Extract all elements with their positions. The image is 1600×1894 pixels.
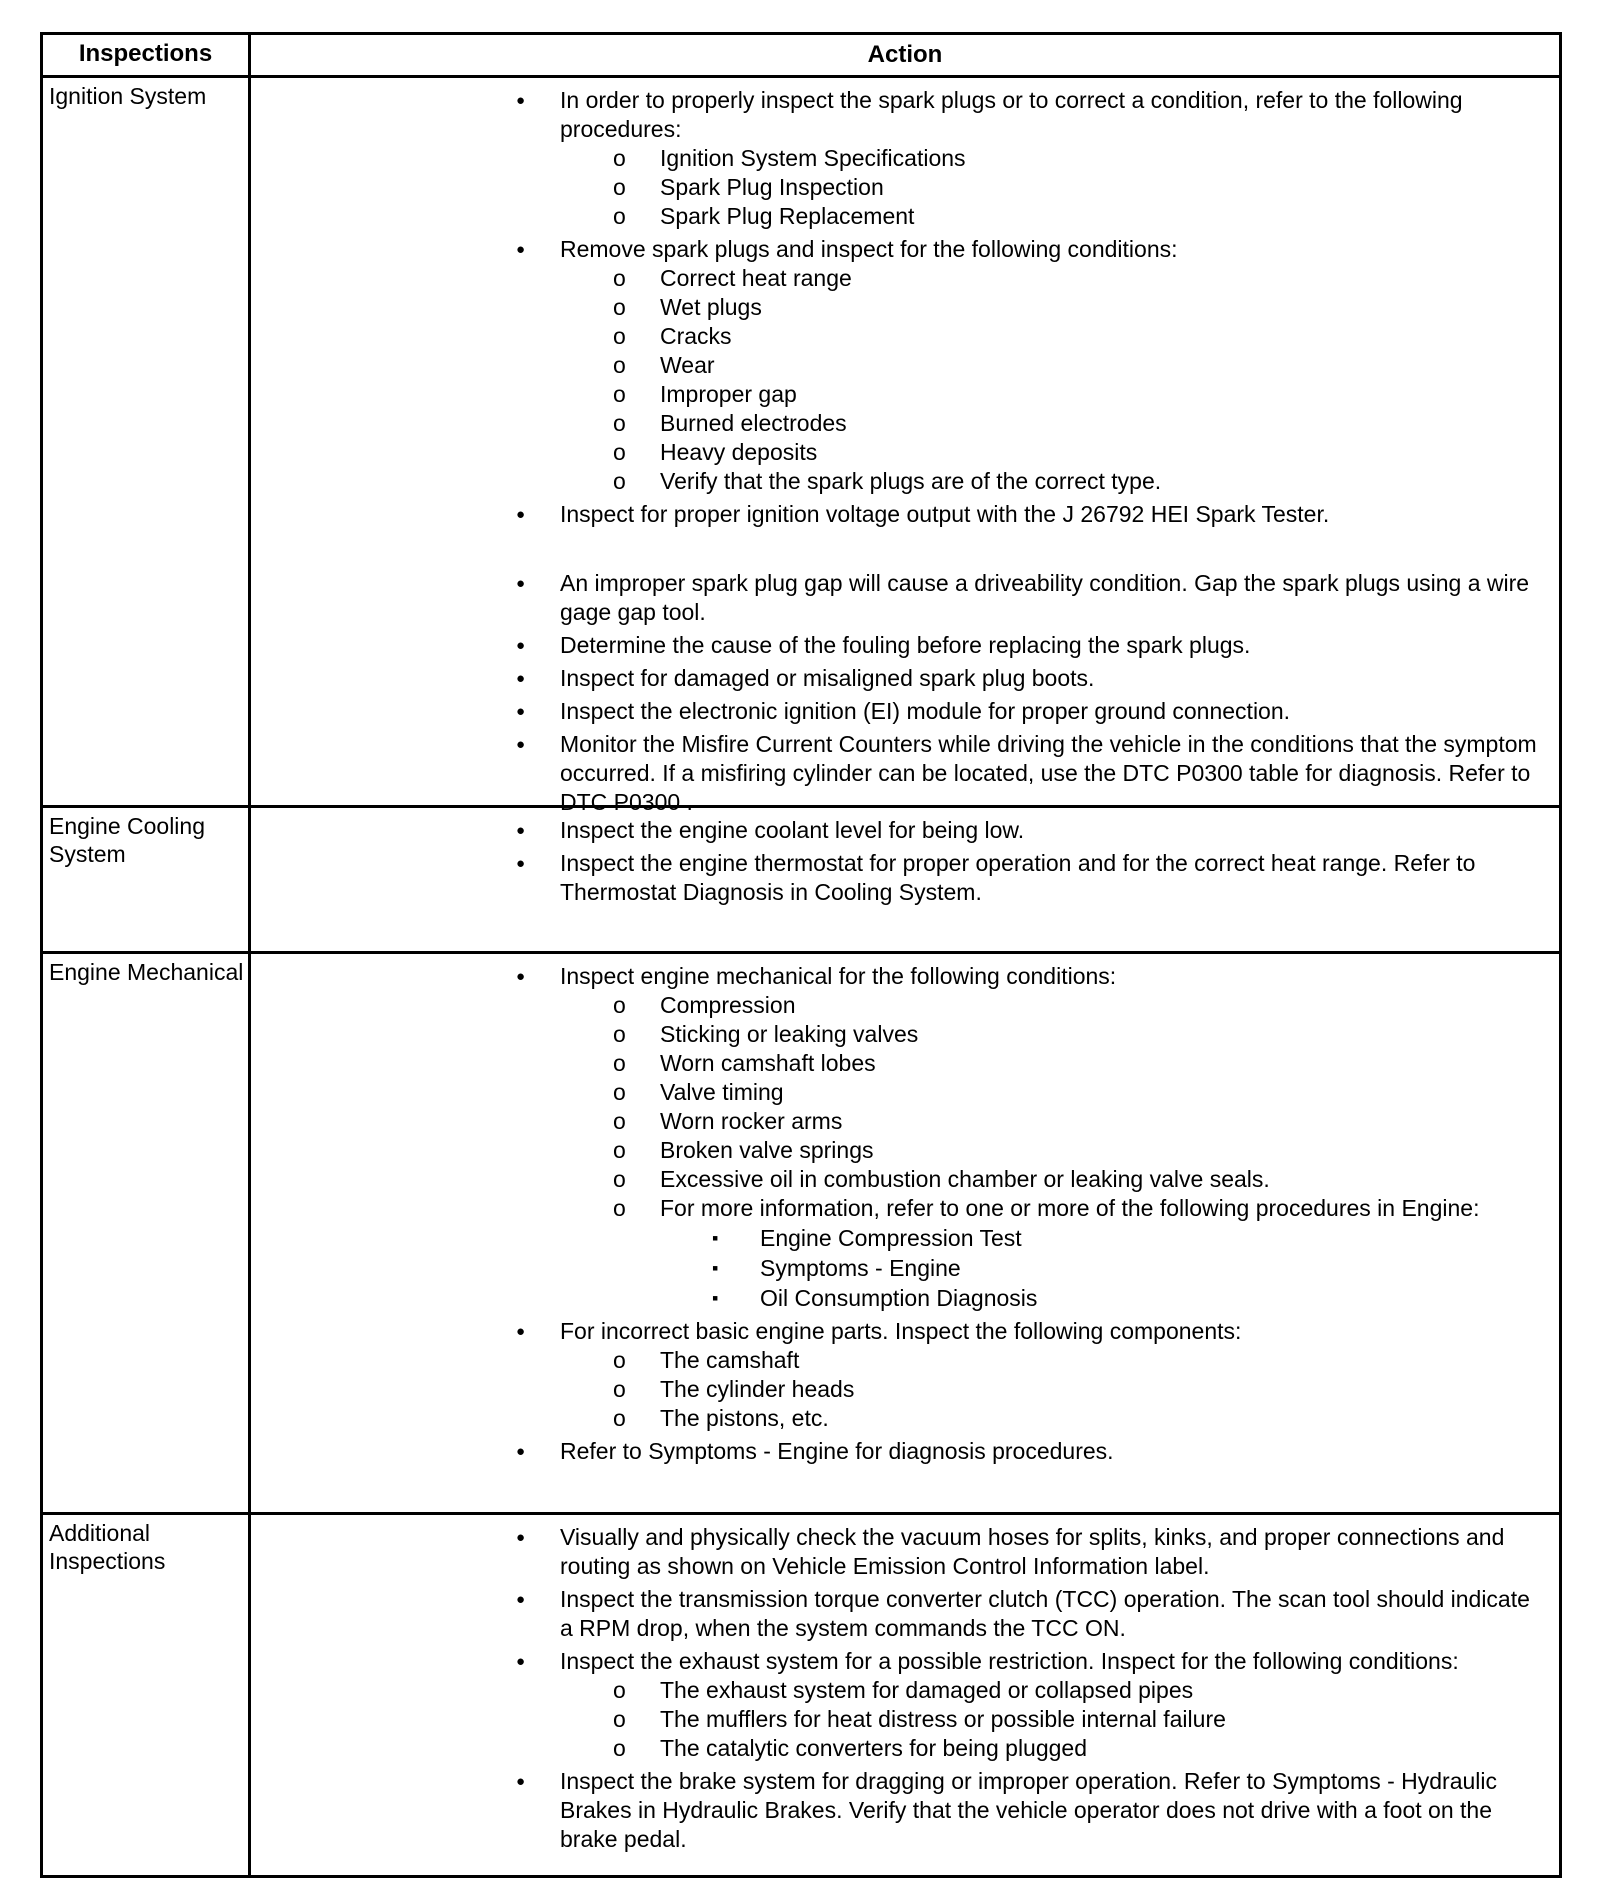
sub-item: o The exhaust system for damaged or collapsed pipes [560,1676,1539,1705]
row-actions [251,78,1559,815]
sub-item: o Heavy deposits [560,438,1539,467]
table-row [43,805,1559,951]
list-item: ● Inspect the electronic ignition (EI) module for proper ground connection. [251,697,1539,726]
row-label: Engine Mechanical [43,954,251,1512]
sub-sub-item: ▪ Symptoms - Engine [660,1253,1539,1283]
sub-item: o Correct heat range [560,264,1539,293]
list-item: ● Inspect the exhaust system for a possible restriction. Inspect for the following conditions: o The exhaust system for damaged or collapsed pipes o The mufflers for heat distress or possible internal failure o The catalytic converters for being plugged [251,1647,1539,1763]
sub-item: o Wet plugs [560,293,1539,322]
row-actions [251,808,1559,951]
list-item: ● Inspect the engine coolant level for being low. [251,816,1539,845]
list-item: ● Refer to Symptoms - Engine for diagnosis procedures. [251,1437,1539,1466]
row-label: Additional Inspections [43,1515,251,1875]
sub-item: o Worn camshaft lobes [560,1049,1539,1078]
list-item: ● Remove spark plugs and inspect for the following conditions: o Correct heat range o Wet plugs o Cracks o Wear o Improper gap o Burned electrodes o Heavy deposits o Verify that the spark plugs are of the correct type. [251,235,1539,496]
row-actions [251,954,1559,1512]
sub-item: o Excessive oil in combustion chamber or leaking valve seals. [560,1165,1539,1194]
list-item: ● Monitor the Misfire Current Counters while driving the vehicle in the conditions that the symptom occurred. If a misfiring cylinder can be located, use the DTC P0300 table for diagnosis. Refer to DTC P0300 . [251,730,1539,817]
list-item: ● Inspect for damaged or misaligned spark plug boots. [251,664,1539,693]
list-item: ● Inspect the transmission torque converter clutch (TCC) operation. The scan tool should indicate a RPM drop, when the system commands the TCC ON. [251,1585,1539,1643]
row-label: Ignition System [43,78,251,805]
table-row [43,1512,1559,1875]
list-item: ● Inspect the brake system for dragging or improper operation. Refer to Symptoms - Hydraulic Brakes in Hydraulic Brakes. Verify that the vehicle operator does not drive with a foot on the brake pedal. [251,1767,1539,1854]
sub-item: o The camshaft [560,1346,1539,1375]
list-item: ● Inspect for proper ignition voltage output with the J 26792 HEI Spark Tester. [251,500,1539,529]
sub-item: o Compression [560,991,1539,1020]
row-actions [251,1515,1559,1875]
sub-item: o Spark Plug Replacement [560,202,1539,231]
sub-item: o Improper gap [560,380,1539,409]
list-item: ● An improper spark plug gap will cause a driveability condition. Gap the spark plugs using a wire gage gap tool. [251,569,1539,627]
sub-item: o The cylinder heads [560,1375,1539,1404]
sub-sub-item: ▪ Oil Consumption Diagnosis [660,1283,1539,1313]
list-item: ● In order to properly inspect the spark plugs or to correct a condition, refer to the following procedures: o Ignition System Specifications o Spark Plug Inspection o Spark Plug Replacement [251,86,1539,231]
list-item: ● Inspect the engine thermostat for proper operation and for the correct heat range. Refer to Thermostat Diagnosis in Cooling System. [251,849,1539,907]
sub-sub-item: ▪ Engine Compression Test [660,1223,1539,1253]
table-header [43,35,1559,75]
sub-item: o Spark Plug Inspection [560,173,1539,202]
row-label: Engine Cooling System [43,808,251,951]
sub-item: o The mufflers for heat distress or possible internal failure [560,1705,1539,1734]
sub-item: o Ignition System Specifications [560,144,1539,173]
sub-item: o Worn rocker arms [560,1107,1539,1136]
sub-item: o Wear [560,351,1539,380]
sub-item: o Broken valve springs [560,1136,1539,1165]
list-item: ● Visually and physically check the vacuum hoses for splits, kinks, and proper connections and routing as shown on Vehicle Emission Control Information label. [251,1523,1539,1581]
sub-item: o Sticking or leaking valves [560,1020,1539,1049]
sub-item: o Burned electrodes [560,409,1539,438]
list-item: ● Determine the cause of the fouling before replacing the spark plugs. [251,631,1539,660]
sub-item: o Valve timing [560,1078,1539,1107]
table-row [43,75,1559,815]
header-action: Action [867,41,943,68]
sub-item: o The pistons, etc. [560,1404,1539,1433]
sub-item: o The catalytic converters for being plugged [560,1734,1539,1763]
list-item: ● Inspect engine mechanical for the following conditions: o Compression o Sticking or leaking valves o Worn camshaft lobes o Valve timing o Worn rocker arms o Broken valve springs o Excessive oil in combustion chamber or leaking valve seals. o For more information, refer to one or more of the following procedures in Engine: ▪ Engine Compression Test ▪ Symptoms - Engine ▪ Oil Consumption Diagnosis [251,962,1539,1313]
sub-item: o Verify that the spark plugs are of the correct type. [560,467,1539,496]
sub-item: o For more information, refer to one or more of the following procedures in Engine: ▪ Engine Compression Test ▪ Symptoms - Engine ▪ Oil Consumption Diagnosis [560,1194,1539,1313]
sub-item: o Cracks [560,322,1539,351]
table-row [43,951,1559,1512]
inspection-table [40,32,1562,1878]
header-inspections: Inspections [43,35,251,75]
list-item: ● For incorrect basic engine parts. Inspect the following components: o The camshaft o The cylinder heads o The pistons, etc. [251,1317,1539,1433]
